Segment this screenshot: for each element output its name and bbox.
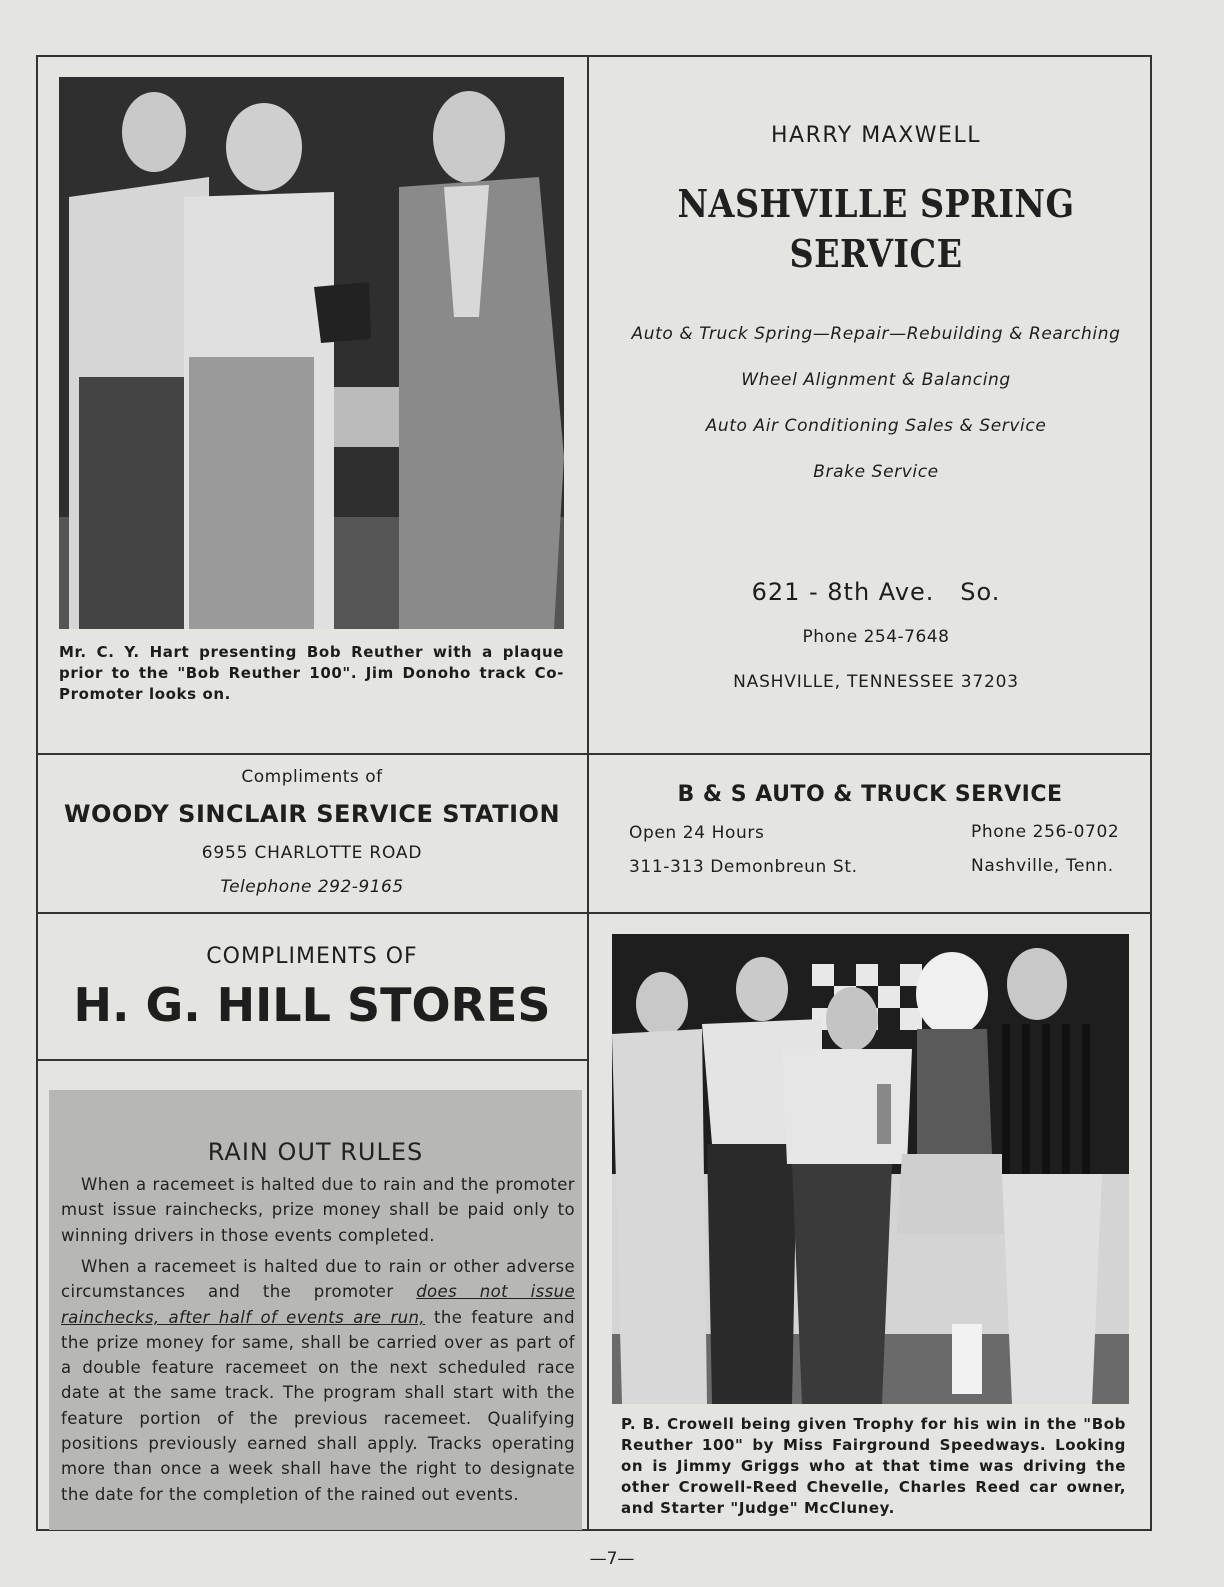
bs-auto-name: B & S AUTO & TRUCK SERVICE bbox=[677, 782, 1063, 807]
row-divider-1 bbox=[37, 753, 1151, 755]
rain-out-rules-box bbox=[49, 1090, 582, 1530]
rain-out-paragraph-2 bbox=[61, 1254, 575, 1507]
bs-auto-address: 311-313 Demonbreun St. bbox=[629, 857, 858, 877]
rain-out-paragraph-2-underlined: does not issue rainchecks, after half of events are run, bbox=[61, 1282, 575, 1327]
rain-out-paragraph-2-start: When a racemeet is halted due to rain or other adverse circumstances and the promoter bbox=[61, 1257, 575, 1302]
trophy-presentation-photo bbox=[612, 934, 1129, 1404]
service-item: Auto Air Conditioning Sales & Service bbox=[705, 416, 1047, 436]
woody-address: 6955 CHARLOTTE ROAD bbox=[201, 843, 423, 863]
woody-name: WOODY SINCLAIR SERVICE STATION bbox=[63, 800, 561, 828]
service-item: Wheel Alignment & Balancing bbox=[741, 370, 1011, 390]
nashville-spring-city: NASHVILLE, TENNESSEE 37203 bbox=[733, 672, 1019, 692]
rain-out-paragraph-1: When a racemeet is halted due to rain and the promoter must issue rainchecks, prize money shall be paid only to winning drivers in those events completed. bbox=[61, 1175, 575, 1245]
nashville-spring-name-line1: NASHVILLE SPRING bbox=[677, 181, 1075, 226]
rain-out-paragraph-2-end: the feature and the prize money for same, shall be carried over as part of a double feature racemeet on the next scheduled race date at the same track. The program shall start with the feature portion of the previous racemeet. Qualifying positions previously earned shall apply. Tracks operating more than once a week shall have the right to designate the date for the completion of the rained out events. bbox=[61, 1307, 576, 1504]
rain-out-title: RAIN OUT RULES bbox=[207, 1138, 424, 1166]
bs-auto-city: Nashville, Tenn. bbox=[971, 856, 1114, 876]
service-item: Brake Service bbox=[813, 462, 939, 482]
hg-hill-compliments: COMPLIMENTS OF bbox=[206, 944, 418, 969]
row-divider-3 bbox=[37, 1059, 588, 1061]
nashville-spring-address: 621 - 8th Ave. So. bbox=[751, 578, 1001, 606]
page-number: —7— bbox=[589, 1549, 635, 1569]
trophy-photo-caption: P. B. Crowell being given Trophy for his win in the "Bob Reuther 100" by Miss Fairground Speedways. Looking on is Jimmy Griggs who at that time was driving the other Crowell-Reed Chevelle, Charles Reed car owner, and Starter "Judge" McCluney. bbox=[621, 1415, 1126, 1517]
bs-auto-hours: Open 24 Hours bbox=[629, 823, 765, 843]
woody-compliments: Compliments of bbox=[241, 767, 383, 787]
nashville-spring-phone: Phone 254-7648 bbox=[802, 627, 950, 647]
bs-auto-phone: Phone 256-0702 bbox=[971, 822, 1120, 842]
plaque-photo-caption: Mr. C. Y. Hart presenting Bob Reuther with a plaque prior to the "Bob Reuther 100". Jim Donoho track Co-Promoter looks on. bbox=[59, 643, 564, 703]
hg-hill-name: H. G. HILL STORES bbox=[73, 978, 551, 1032]
nashville-spring-owner: HARRY MAXWELL bbox=[771, 123, 981, 148]
plaque-presentation-photo bbox=[59, 77, 564, 629]
woody-telephone: Telephone 292-9165 bbox=[220, 877, 404, 897]
service-item: Auto & Truck Spring—Repair—Rebuilding & Rearching bbox=[631, 324, 1121, 344]
row-divider-2 bbox=[37, 912, 1151, 914]
nashville-spring-name-line2: SERVICE bbox=[789, 231, 963, 276]
